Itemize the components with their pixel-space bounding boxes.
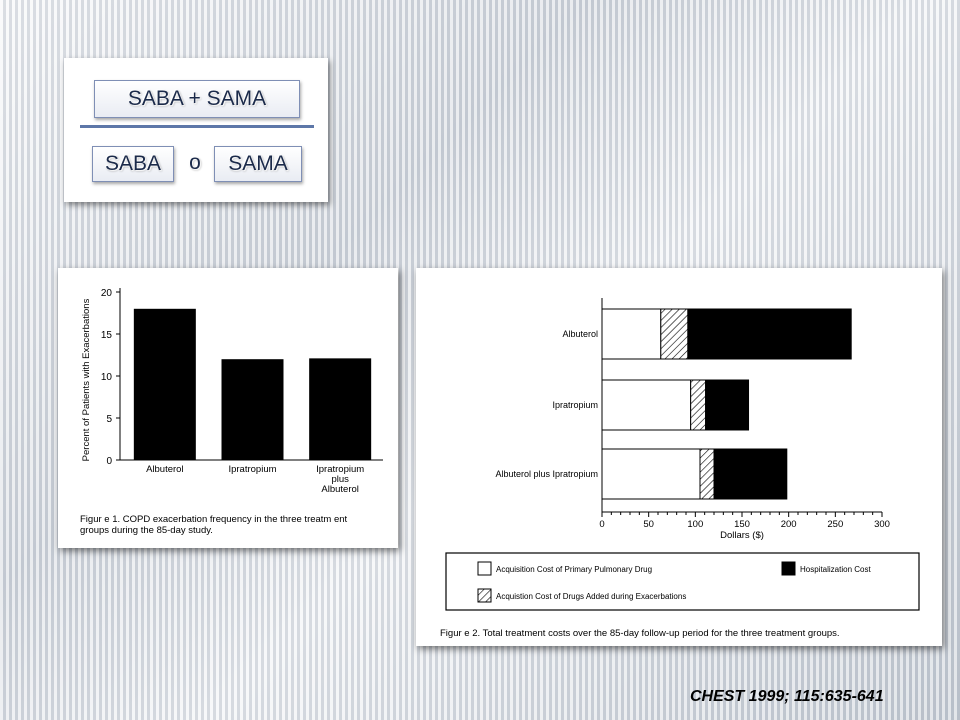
y-category-label: Albuterol xyxy=(562,329,598,339)
bar-segment-0-1 xyxy=(661,309,688,359)
x-category-label: Ipratropium xyxy=(316,464,365,475)
y-tick-label: 10 xyxy=(100,372,112,383)
y-tick-label: 5 xyxy=(106,414,112,425)
fraction-line xyxy=(80,125,314,128)
exacerbation-bar-chart xyxy=(58,268,398,548)
x-tick-label: 0 xyxy=(599,519,605,530)
bar-segment-2-0 xyxy=(602,449,700,499)
bar-0 xyxy=(134,309,196,460)
y-tick-label: 20 xyxy=(100,288,112,299)
x-tick-label: 50 xyxy=(643,519,654,530)
bar-segment-1-0 xyxy=(602,380,691,430)
legend-swatch-1 xyxy=(478,589,491,602)
x-tick-label: 250 xyxy=(827,519,844,530)
x-category-label: plus xyxy=(331,474,349,485)
figure-1-caption: Figur e 1. COPD exacerbation frequency in the three treatm ent xyxy=(80,514,348,525)
sama-label: SAMA xyxy=(214,146,302,182)
legend-swatch-0 xyxy=(478,562,491,575)
figure-1-panel xyxy=(58,268,398,548)
x-axis-label: Dollars ($) xyxy=(720,530,764,541)
saba-label: SABA xyxy=(92,146,174,182)
y-tick-label: 15 xyxy=(100,330,112,341)
x-tick-label: 150 xyxy=(734,519,750,530)
y-category-label: Ipratropium xyxy=(552,400,598,410)
bar-segment-0-0 xyxy=(602,309,661,359)
x-category-label: Ipratropium xyxy=(228,464,277,475)
y-axis-label: Percent of Patients with Exacerbations xyxy=(81,298,92,462)
legend-label-1: Acquistion Cost of Drugs Added during Exacerbations xyxy=(496,592,687,601)
figure-2-panel xyxy=(416,268,942,646)
legend-swatch-2 xyxy=(782,562,795,575)
figure-2-caption: Figur e 2. Total treatment costs over the 85-day follow-up period for the three treatment groups. xyxy=(440,628,840,639)
bar-segment-1-1 xyxy=(691,380,706,430)
formula-box xyxy=(64,58,328,202)
citation: CHEST 1999; 115:635-641 xyxy=(690,688,884,705)
y-tick-label: 0 xyxy=(106,456,112,467)
legend-label-2: Hospitalization Cost xyxy=(800,565,871,574)
bar-1 xyxy=(222,359,284,460)
saba-plus-sama-label: SABA + SAMA xyxy=(94,80,300,118)
bar-2 xyxy=(309,358,371,460)
x-tick-label: 300 xyxy=(874,519,890,530)
or-label: o xyxy=(189,151,201,174)
treatment-cost-chart xyxy=(416,268,942,646)
bar-segment-1-2 xyxy=(706,380,749,430)
figure-1-caption: groups during the 85-day study. xyxy=(80,525,213,536)
x-tick-label: 100 xyxy=(687,519,704,530)
bar-segment-2-1 xyxy=(700,449,714,499)
x-category-label: Albuterol xyxy=(321,484,359,495)
y-category-label: Albuterol plus Ipratropium xyxy=(495,469,598,479)
x-tick-label: 200 xyxy=(780,519,797,530)
bar-segment-2-2 xyxy=(714,449,787,499)
legend-box xyxy=(446,553,919,610)
legend-label-0: Acquisition Cost of Primary Pulmonary Drug xyxy=(496,565,653,574)
bar-segment-0-2 xyxy=(688,309,851,359)
x-category-label: Albuterol xyxy=(146,464,184,475)
